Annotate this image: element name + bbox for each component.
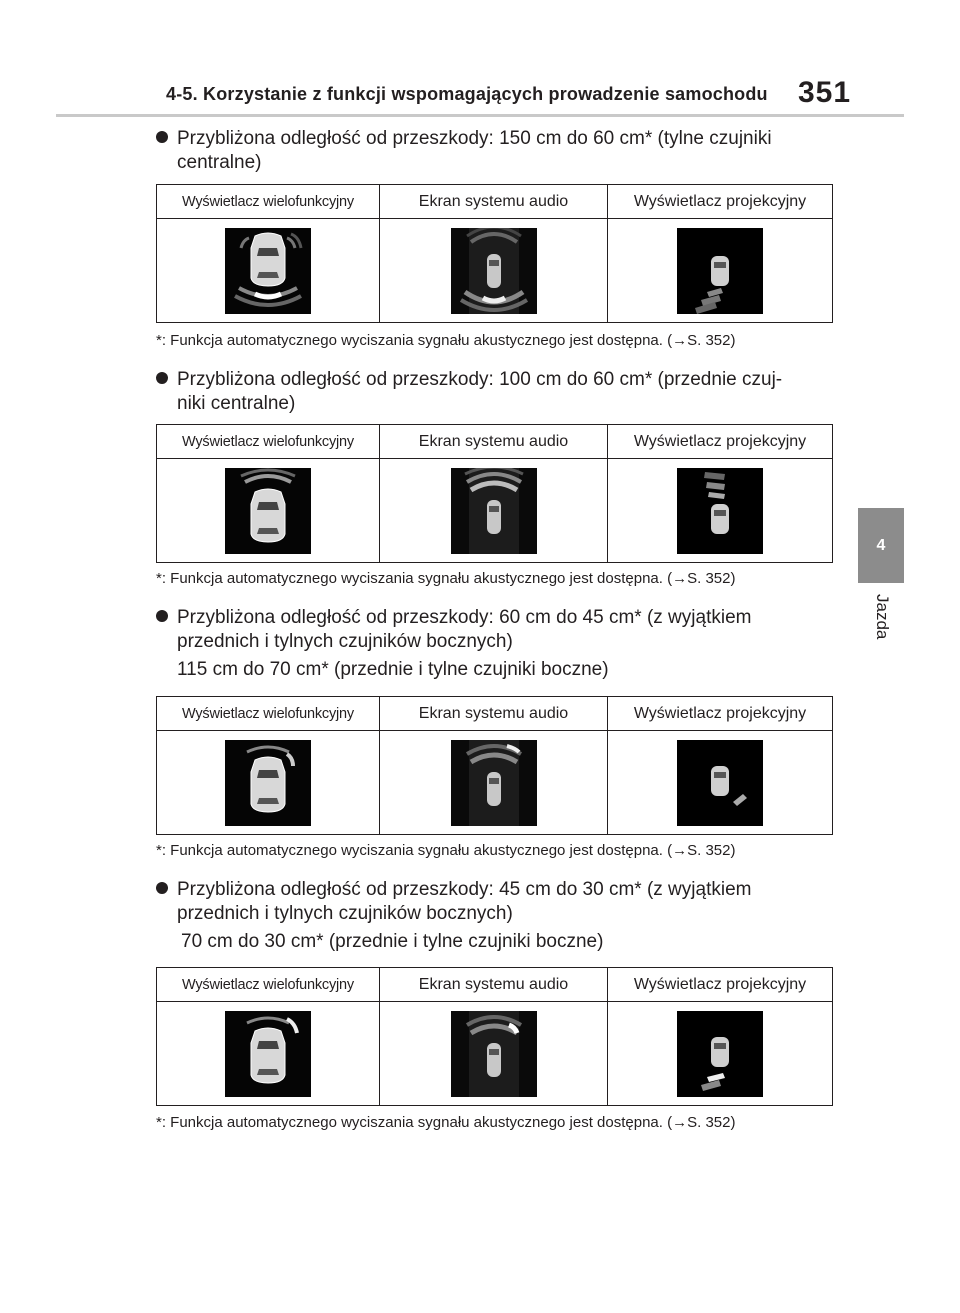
section-2-line-1: Przybliżona odległość od przeszkody: 100 cm do 60 cm* (przednie czuj-	[156, 367, 782, 392]
column-header-hud: Wyświetlacz projekcyjny	[608, 425, 833, 459]
section-4-line-3: 70 cm do 30 cm* (przednie i tylne czujniki boczne)	[181, 931, 604, 952]
bullet-icon	[156, 131, 168, 143]
column-header-audio: Ekran systemu audio	[380, 425, 608, 459]
display-table-2	[156, 424, 833, 563]
cell-hud	[608, 731, 833, 835]
section-4-line-1: Przybliżona odległość od przeszkody: 45 cm do 30 cm* (z wyjątkiem	[156, 877, 751, 902]
cell-audio	[380, 459, 608, 563]
chapter-label: Jazda	[873, 594, 892, 640]
section-3-line-2: przednich i tylnych czujników bocznych)	[177, 631, 513, 652]
column-header-multi-info: Wyświetlacz wielofunkcyjny	[157, 185, 380, 219]
section-3-line-1: Przybliżona odległość od przeszkody: 60 cm do 45 cm* (z wyjątkiem	[156, 605, 751, 630]
parking-sensor-hud-image	[677, 468, 763, 554]
cell-multi-info	[157, 459, 380, 563]
cell-audio	[380, 731, 608, 835]
header-title: 4-5. Korzystanie z funkcji wspomagających prowadzenie samochodu	[166, 84, 768, 104]
display-table-4	[156, 967, 833, 1106]
footnote-1: *: Funkcja automatycznego wyciszania sygnału akustycznego jest dostępna. (→S. 352)	[156, 332, 736, 349]
bullet-icon	[156, 882, 168, 894]
section-2-line-2: niki centralne)	[177, 393, 296, 414]
parking-sensor-multi-info-image	[225, 228, 311, 314]
page-number: 351	[798, 76, 852, 109]
parking-sensor-hud-image	[677, 228, 763, 314]
chapter-tab: 4	[858, 508, 904, 583]
header-rule	[56, 114, 904, 117]
parking-sensor-audio-image	[451, 468, 537, 554]
cell-multi-info	[157, 1002, 380, 1106]
parking-sensor-hud-image	[677, 1011, 763, 1097]
parking-sensor-hud-image	[677, 740, 763, 826]
cell-audio	[380, 219, 608, 323]
cell-hud	[608, 1002, 833, 1106]
cell-hud	[608, 219, 833, 323]
parking-sensor-audio-image	[451, 228, 537, 314]
parking-sensor-multi-info-image	[225, 468, 311, 554]
column-header-hud: Wyświetlacz projekcyjny	[608, 185, 833, 219]
cell-multi-info	[157, 731, 380, 835]
column-header-multi-info: Wyświetlacz wielofunkcyjny	[157, 425, 380, 459]
footnote-2: *: Funkcja automatycznego wyciszania sygnału akustycznego jest dostępna. (→S. 352)	[156, 570, 736, 587]
column-header-multi-info: Wyświetlacz wielofunkcyjny	[157, 968, 380, 1002]
column-header-audio: Ekran systemu audio	[380, 968, 608, 1002]
column-header-hud: Wyświetlacz projekcyjny	[608, 968, 833, 1002]
display-table-1	[156, 184, 833, 323]
column-header-hud: Wyświetlacz projekcyjny	[608, 697, 833, 731]
display-table-3	[156, 696, 833, 835]
section-1-line-2: centralne)	[177, 152, 262, 173]
bullet-icon	[156, 610, 168, 622]
section-4-line-2: przednich i tylnych czujników bocznych)	[177, 903, 513, 924]
parking-sensor-audio-image	[451, 1011, 537, 1097]
column-header-multi-info: Wyświetlacz wielofunkcyjny	[157, 697, 380, 731]
column-header-audio: Ekran systemu audio	[380, 185, 608, 219]
section-3-line-3: 115 cm do 70 cm* (przednie i tylne czujniki boczne)	[177, 659, 609, 680]
footnote-3: *: Funkcja automatycznego wyciszania sygnału akustycznego jest dostępna. (→S. 352)	[156, 842, 736, 859]
cell-hud	[608, 459, 833, 563]
column-header-audio: Ekran systemu audio	[380, 697, 608, 731]
parking-sensor-audio-image	[451, 740, 537, 826]
cell-audio	[380, 1002, 608, 1106]
parking-sensor-multi-info-image	[225, 740, 311, 826]
footnote-4: *: Funkcja automatycznego wyciszania sygnału akustycznego jest dostępna. (→S. 352)	[156, 1114, 736, 1131]
cell-multi-info	[157, 219, 380, 323]
section-1-line-1: Przybliżona odległość od przeszkody: 150 cm do 60 cm* (tylne czujniki	[156, 126, 772, 151]
parking-sensor-multi-info-image	[225, 1011, 311, 1097]
bullet-icon	[156, 372, 168, 384]
